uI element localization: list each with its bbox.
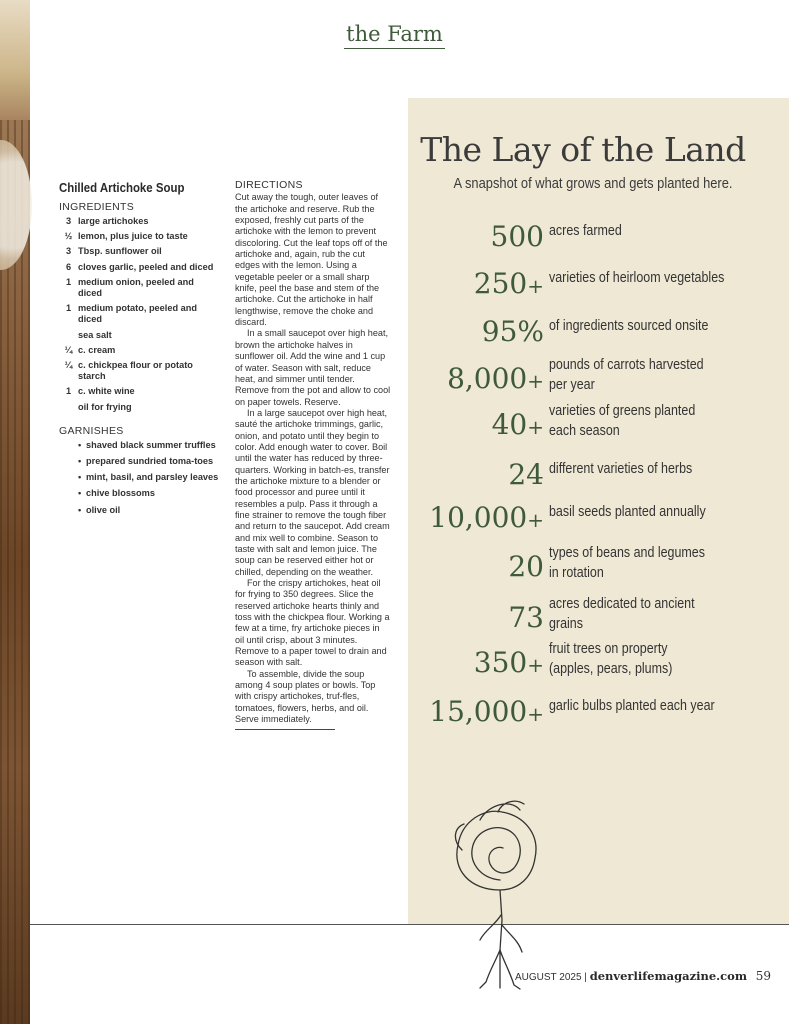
- stat-value: 73: [508, 601, 544, 634]
- ingredient-text: medium potato, peeled and diced: [78, 303, 197, 325]
- bullet-icon: •: [78, 504, 82, 515]
- garnish-item: [78, 472, 219, 483]
- decorative-dish-photo: [0, 0, 30, 120]
- stat-label: varieties of heirloom vegetables: [549, 270, 725, 286]
- footer-site: denverlifemagazine.com: [589, 969, 747, 983]
- garnishes-list: [59, 440, 219, 516]
- ingredient-qty: 6: [65, 261, 72, 272]
- ingredient-qty: ½: [64, 231, 73, 242]
- ingredient-text: lemon, plus juice to taste: [78, 231, 188, 242]
- ingredient-text: c. chickpea flour or potato starch: [78, 360, 193, 382]
- ingredient-text: large artichokes: [78, 216, 149, 226]
- stat-plus: +: [527, 508, 544, 532]
- stat-number: [508, 551, 544, 585]
- directions-heading: DIRECTIONS: [235, 179, 303, 191]
- recipe-ingredients: [59, 180, 219, 521]
- footer-separator: |: [584, 972, 587, 983]
- stat-number: [429, 696, 544, 730]
- ingredient-qty: [59, 330, 78, 341]
- garnishes-heading: GARNISHES: [59, 424, 124, 437]
- garnish-text: shaved black summer truffles: [86, 439, 216, 450]
- ingredient-text: Tbsp. sunflower oil: [78, 246, 162, 257]
- ingredient-text: cloves garlic, peeled and diced: [78, 261, 214, 272]
- ingredient-text: c. cream: [78, 344, 116, 355]
- ingredient-qty: ¼: [64, 344, 73, 355]
- stat-plus: +: [527, 369, 544, 393]
- stat-label: of ingredients sourced onsite: [549, 318, 709, 334]
- stat-label: fruit trees on property (apples, pears, plums): [549, 641, 673, 677]
- ingredient-item: [59, 402, 219, 413]
- direction-paragraph: In a small saucepot over high heat, brown the artichoke halves in sunflower oil. Add the wine and 1 cup of water. Season with salt, reduce heat, and simmer until tender. Remove from the pot and allow to cool on paper towels. Reserve.: [235, 328, 391, 407]
- stat-value: 250: [473, 267, 528, 300]
- ingredient-qty: 1: [65, 276, 72, 287]
- directions-text: [235, 192, 391, 725]
- horizon-rule: [30, 924, 789, 925]
- garnish-text: olive oil: [86, 504, 121, 515]
- stat-row: [408, 496, 789, 536]
- ingredients-list: [59, 216, 219, 413]
- stat-number: [492, 409, 544, 443]
- stat-row: [408, 545, 789, 585]
- stat-label: varieties of greens planted each season: [549, 403, 696, 439]
- direction-paragraph: To assemble, divide the soup among 4 soup plates or bowls. Top with crispy artichokes, truf-fles, tomatoes, flowers, herbs, and oil. Serve immediately.: [235, 668, 376, 725]
- direction-paragraph: For the crispy artichokes, heat oil for frying to 350 degrees. Slice the reserved artichoke hearts thinly and toss with the chickpea flour. Working a few at a time, fry artichoke pieces in oil until crisp, about 3 minutes. Remove to a paper towel to drain and season with salt.: [235, 578, 390, 668]
- recipe-title: Chilled Artichoke Soup: [59, 180, 185, 195]
- stat-label: pounds of carrots harvested per year: [549, 357, 704, 393]
- ingredient-item: [59, 345, 219, 356]
- stat-row: [408, 357, 789, 397]
- stat-label: types of beans and legumes in rotation: [549, 545, 705, 581]
- stat-value: 24: [508, 458, 544, 491]
- stat-number: [474, 268, 544, 302]
- stat-plus: +: [527, 274, 544, 298]
- ingredient-item: [59, 262, 219, 273]
- page-footer: [515, 969, 771, 983]
- bullet-icon: •: [78, 439, 82, 450]
- ingredients-heading: INGREDIENTS: [59, 201, 135, 213]
- garnish-text: prepared sundried toma-toes: [86, 456, 214, 467]
- ingredient-item: [59, 277, 219, 299]
- ingredient-qty: 3: [65, 216, 72, 226]
- stat-number: [508, 602, 544, 636]
- ingredient-text: oil for frying: [78, 401, 132, 412]
- stat-label: basil seeds planted annually: [549, 504, 706, 520]
- stat-row: [408, 453, 789, 493]
- stat-row: [408, 403, 789, 443]
- bullet-icon: •: [78, 488, 82, 499]
- page-number: 59: [755, 969, 772, 983]
- ingredient-item: [59, 386, 219, 397]
- stat-row: [408, 262, 789, 302]
- ingredient-item: [59, 246, 219, 257]
- ingredient-item: [59, 360, 219, 382]
- stat-row: [408, 690, 789, 730]
- bullet-icon: •: [78, 472, 82, 483]
- stat-label: different varieties of herbs: [549, 461, 693, 477]
- ingredient-qty: [59, 402, 78, 413]
- feature-title: The Lay of the Land: [420, 130, 746, 169]
- stat-row: [408, 641, 789, 681]
- garnish-text: chive blossoms: [86, 488, 155, 499]
- ingredient-text: medium onion, peeled and diced: [78, 276, 194, 299]
- garnish-item: [78, 488, 219, 499]
- artichoke-plant-illustration: [440, 790, 560, 990]
- ingredient-item: [59, 330, 219, 341]
- stat-label: acres farmed: [549, 223, 622, 239]
- ingredient-qty: ¼: [64, 360, 73, 371]
- ingredient-text: sea salt: [78, 329, 112, 340]
- direction-paragraph: In a large saucepot over high heat, sauté the artichoke trimmings, garlic, onion, and potato until they begin to color. Add enough water to cover. Boil until the water has reduced by three-quarters. Working in batch-es, transfer the artichoke mixture to a blender or food processor and puree until it resembles a pulp. Pass it through a fine strainer to remove the tough fiber and return to the saucepot. Add cream and mix well to combine. Season to taste with salt and lemon juice. The soup can be reserved either hot or chilled, depending on the weather.: [235, 407, 390, 577]
- ingredient-item: [59, 216, 219, 227]
- footer-issue: AUGUST 2025: [515, 972, 582, 983]
- stat-value: 15,000: [429, 695, 528, 728]
- stat-value: 500: [490, 220, 544, 253]
- stat-value: 95%: [481, 315, 544, 348]
- stat-value: 40: [491, 408, 528, 441]
- ingredient-text: c. white wine: [78, 386, 135, 397]
- stat-plus: +: [527, 653, 544, 677]
- stat-value: 20: [508, 550, 544, 583]
- ingredient-qty: 3: [65, 246, 72, 257]
- section-label: the Farm: [344, 22, 445, 49]
- feature-subtitle: A snapshot of what grows and gets planted here.: [453, 175, 733, 192]
- stat-value: 8,000: [447, 362, 528, 395]
- stat-number: [447, 363, 544, 397]
- stat-number: [508, 459, 544, 493]
- stat-number: [474, 647, 544, 681]
- bullet-icon: •: [78, 456, 82, 467]
- recipe-directions: [235, 180, 391, 730]
- stat-row: [408, 310, 789, 350]
- stat-plus: +: [527, 702, 544, 726]
- garnish-text: mint, basil, and parsley leaves: [86, 472, 219, 483]
- section-header: [0, 22, 789, 46]
- stat-label: garlic bulbs planted each year: [549, 698, 715, 714]
- stat-value: 350: [473, 646, 528, 679]
- ingredient-item: [59, 231, 219, 242]
- stat-value: 10,000: [429, 501, 528, 534]
- direction-paragraph: Cut away the tough, outer leaves of the artichoke and reserve. Rub the exposed, freshly cut parts of the artichoke with the lemon to prevent discoloring. Cut the leaf tops off of the artichoke and, again, rub the cut edges with the lemon. Using a vegetable peeler or a small sharp knife, peel the base and stem of the artichoke. Cut the artichoke in half lengthwise, remove the choke and discard.: [235, 192, 388, 328]
- ingredient-qty: 1: [65, 303, 72, 314]
- stat-label: acres dedicated to ancient grains: [549, 596, 695, 632]
- ingredient-item: [59, 303, 219, 325]
- stat-number: [429, 502, 544, 536]
- stat-row: [408, 215, 789, 255]
- directions-end-rule: [235, 729, 335, 730]
- ingredient-qty: 1: [65, 386, 72, 397]
- stat-number: [491, 221, 544, 255]
- stat-number: [482, 316, 544, 350]
- garnish-item: [78, 505, 219, 516]
- garnish-item: [78, 440, 219, 451]
- stat-plus: +: [527, 415, 544, 439]
- garnish-item: [78, 456, 219, 467]
- stat-row: [408, 596, 789, 636]
